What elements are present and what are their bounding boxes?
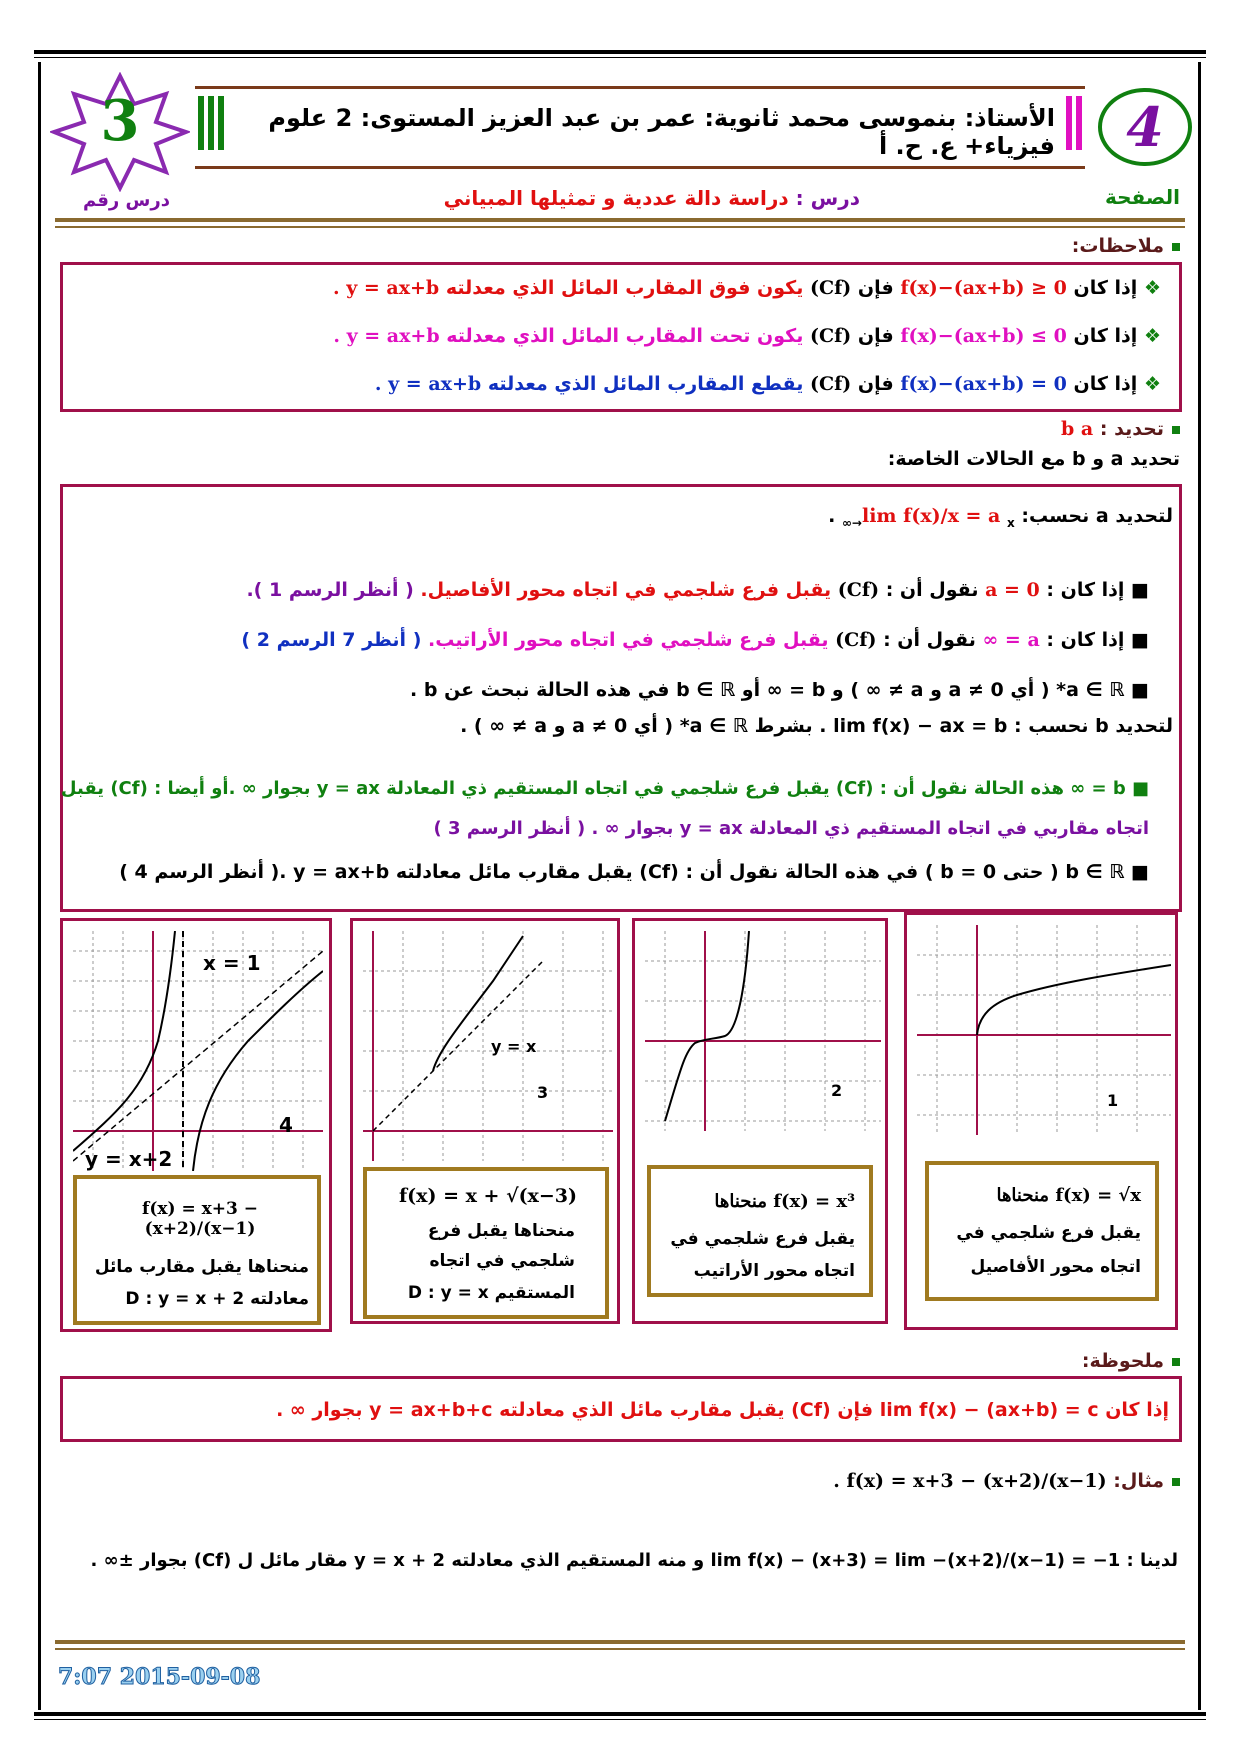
graph-2-info-box xyxy=(647,1165,873,1297)
graph-2-number: 2 xyxy=(831,1081,843,1100)
note-item-2: ❖ إذا كان f(x)−(ax+b) ≤ 0 فإن (Cf) يكون تحت المقارب المائل الذي معدلته y = ax+b . xyxy=(333,325,1161,347)
page-label: الصفحة xyxy=(1104,185,1180,209)
graph-1-desc-2: اتجاه محور الأفاصيل xyxy=(970,1257,1141,1277)
calc-a-sub: x→∞ xyxy=(841,515,1015,530)
graph-4-desc-1: منحناها يقبل مقارب مائل xyxy=(94,1257,309,1277)
graph-3-label-line: y = x xyxy=(491,1037,537,1056)
lesson-number: 3 xyxy=(100,88,140,154)
graph-3-fx: f(x) = x + √(x−3) xyxy=(398,1185,578,1207)
graph-1-desc-1: يقبل فرع شلجمي في xyxy=(956,1223,1141,1243)
calc-a-expr: lim f(x)/x = a xyxy=(862,505,1001,527)
notes-heading: ملاحظات: xyxy=(1071,235,1164,257)
case-5: ■ b ∈ ℝ ( حتى b = 0 ) في هذه الحالة نقول أن : (Cf) يقبل مقارب مائل معادلته y = ax+b .( أنظر الرسم 4 ) xyxy=(119,861,1149,883)
case-1: ■ إذا كان : a = 0 نقول أن : (Cf) يقبل فرع شلجمي في اتجاه محور الأفاصيل. ( أنظر الرسم 1 ). xyxy=(246,579,1149,601)
graph-2-desc-2: اتجاه محور الأراتيب xyxy=(693,1261,855,1281)
graph-1-number: 1 xyxy=(1107,1091,1119,1110)
header-teacher-line: الأستاذ: بنموسى محمد ثانوية: عمر بن عبد العزيز المستوى: 2 علوم فيزياء+ ع. ح. أ xyxy=(268,104,1055,160)
remark-box xyxy=(60,1376,1182,1442)
footer-datetime: 7:07 2015-09-08 xyxy=(58,1664,261,1690)
example-heading: مثال: xyxy=(1113,1470,1164,1492)
graph-3-desc-2: شلجمي في اتجاه xyxy=(429,1251,575,1271)
graph-2 xyxy=(645,931,881,1131)
graph-panel-4 xyxy=(60,918,332,1332)
determine-subheading: تحديد a و b مع الحالات الخاصة: xyxy=(887,448,1180,470)
graph-4-label-top: x = 1 xyxy=(203,951,261,975)
case-4: ■ b = ∞ هذه الحالة نقول أن : (Cf) يقبل فرع شلجمي في اتجاه المستقيم ذي المعادلة y = ax بجوار ∞ .أو أيضا : (Cf) يقبل اتجاه مقاربي في اتجاه المستقيم ذي المعادلة y = ax بجوار ∞ . ( أنظر الرسم 3 ) xyxy=(60,778,1149,839)
remark-text: إذا كان lim f(x) − (ax+b) = c فإن (Cf) يقبل مقارب مائل الذي معادلته y = ax+b+c بجوار ∞ . xyxy=(276,1399,1169,1421)
graph-panel-2 xyxy=(632,918,888,1324)
case-3: ■ a ∈ ℝ* ( أي a ≠ 0 و a ≠ ∞ ) و b = ∞ أو b ∈ ℝ في هذه الحالة نبحث عن b . xyxy=(410,679,1149,701)
determine-vars: b a xyxy=(1061,418,1094,440)
note-item-3: ❖ إذا كان f(x)−(ax+b) = 0 فإن (Cf) يقطع المقارب المائل الذي معدلته y = ax+b . xyxy=(374,373,1161,395)
lesson-label: درس رقم xyxy=(83,190,170,211)
lesson-title: دراسة دالة عددية و تمثيلها المبياني xyxy=(443,186,789,210)
graph-1 xyxy=(917,925,1171,1135)
determine-heading: تحديد : xyxy=(1099,418,1164,440)
graph-4-desc-2: معادلته D : y = x + 2 xyxy=(125,1289,309,1309)
graph-4-info-box xyxy=(73,1175,321,1325)
graph-3-number: 3 xyxy=(537,1083,549,1102)
graph-4-label-bottom: y = x+2 xyxy=(85,1147,173,1171)
example-result: لدينا : lim f(x) − (x+3) = lim −(x+2)/(x−1) = −1 و منه المستقيم الذي معادلته y = x + 2 مقار مائل ل (Cf) بجوار ±∞ . xyxy=(90,1550,1178,1571)
note-item-1: ❖ إذا كان f(x)−(ax+b) ≥ 0 فإن (Cf) يكون فوق المقارب المائل الذي معدلته y = ax+b . xyxy=(332,277,1161,299)
page-number: 4 xyxy=(1126,95,1164,159)
page-number-badge xyxy=(1098,88,1192,166)
graph-1-fx: f(x) = √x منحناها xyxy=(996,1185,1141,1206)
graph-3-desc-1: منحناها يقبل فرع xyxy=(427,1221,575,1241)
case-2: ■ إذا كان : a = ∞ نقول أن : (Cf) يقبل فرع شلجمي في اتجاه محور الأراتيب. ( أنظر 7 الرسم 2 ) xyxy=(241,629,1149,651)
notes-box xyxy=(60,262,1182,412)
graph-3-info-box xyxy=(363,1167,609,1319)
calc-b: لتحديد b نحسب : lim f(x) − ax = b . بشرط a ∈ ℝ* ( أي a ≠ 0 و a ≠ ∞ ) . xyxy=(460,715,1173,737)
graph-3-desc-3: المستقيم D : y = x xyxy=(407,1283,575,1303)
main-box: لتحديد a نحسب: lim f(x)/x = a $_{x\to\infty}$ . ■ إذا كان : a = 0 نقول أن : (Cf) يقبل فرع شلجمي في اتجاه محور الأفاصيل. ( أنظر الرسم 1 ). ■ إذا كان : a = ∞ نقول أن : (Cf) يقبل فرع شلجمي في اتجاه محور الأراتيب. ( أنظر 7 الرسم 2 ) ■ a ∈ ℝ* ( أي a ≠ 0 و a ≠ ∞ ) و b = ∞ أو b ∈ ℝ في هذه الحالة نبحث عن b . لتحديد b نحسب : lim f(x) − ax = b . بشرط a ∈ ℝ* ( أي a ≠ 0 و a ≠ ∞ ) . ■ b = ∞ هذه الحالة نقول أن : (Cf) يقبل فرع شلجمي في اتجاه المستقيم ذي المعادلة y = ax بجوار ∞ .أو أيضا : (Cf) يقبل اتجاه مقاربي في اتجاه المستقيم ذي المعادلة y = ax بجوار ∞ . ( أنظر الرسم 3 ) ■ b ∈ ℝ ( حتى b = 0 ) في هذه الحالة نقول أن : (Cf) يقبل مقارب مائل معادلته y = ax+b .( أنظر الرسم 4 ) xyxy=(60,484,1182,912)
remark-heading: ملحوظة: xyxy=(1081,1350,1164,1372)
lesson-title-prefix: درس : xyxy=(795,186,860,210)
example-fx: f(x) = x+3 − (x+2)/(x−1) . xyxy=(833,1470,1107,1492)
graph-3 xyxy=(363,931,613,1161)
graph-panel-3 xyxy=(350,918,620,1324)
graph-panel-1 xyxy=(904,912,1178,1330)
graph-1-info-box xyxy=(925,1161,1159,1301)
graph-2-desc-1: يقبل فرع شلجمي في xyxy=(670,1229,855,1249)
calc-a-prefix: لتحديد a نحسب: xyxy=(1021,505,1173,527)
graph-4-number: 4 xyxy=(279,1113,293,1137)
graph-4-fx: f(x) = x+3 − (x+2)/(x−1) xyxy=(142,1199,258,1239)
graph-2-fx: f(x) = x³ منحناها xyxy=(714,1191,855,1212)
